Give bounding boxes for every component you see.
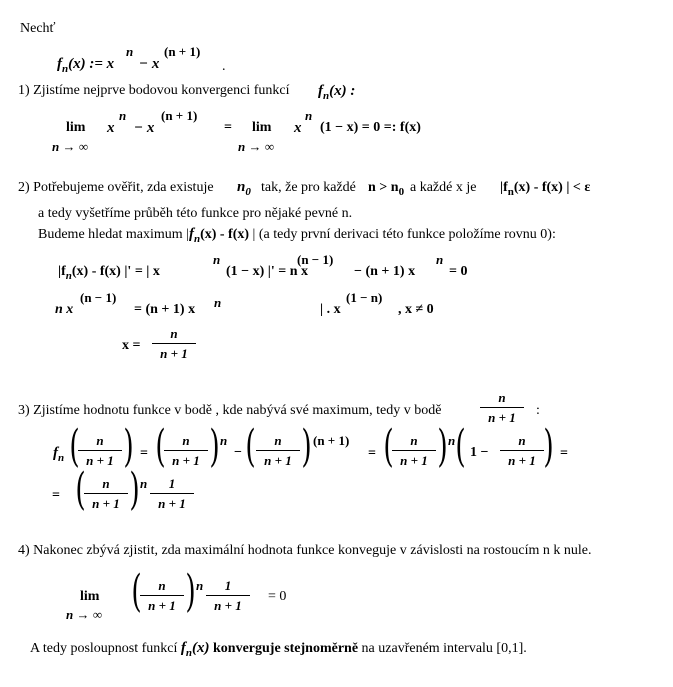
s3-fn: $f_n$	[53, 445, 65, 464]
s1-text: 1) Zjistíme nejprve bodovou konvergenci funkcí	[18, 83, 290, 98]
s1-expr-b-pow: (n + 1)	[161, 108, 198, 123]
definition-formula: $f_n(x)$ := x	[57, 56, 115, 75]
s2-eq2-pow1: (n − 1)	[80, 290, 117, 305]
s2-eq2-b: = (n + 1) x	[134, 302, 196, 317]
s1-expr-c: x	[294, 120, 302, 136]
s3-paren-open-4: (	[383, 421, 394, 472]
s1-lim2: lim	[252, 120, 272, 135]
s2-eq2-a: n x	[55, 302, 74, 317]
s3-text: 3) Zjistíme hodnotu funkce v bodě , kde nabývá své maximum, tedy v bodě	[18, 403, 442, 418]
s3-paren-close-3: )	[301, 421, 312, 472]
s2-deriv-pow3: n	[436, 252, 444, 267]
def-dot: .	[222, 59, 226, 74]
def-power-n: n	[126, 44, 134, 59]
s2-cond: $n > n_0$	[368, 180, 405, 198]
s4-frac-2: 1 n + 1	[206, 578, 250, 613]
s3-pow-n-3: n	[140, 476, 148, 491]
s2-eq2-d: , x ≠ 0	[398, 302, 434, 317]
s3-paren-open-6: (	[75, 464, 86, 515]
s1-expr-b: − x	[134, 120, 155, 136]
s1-lim: lim	[66, 120, 86, 135]
s4-eq: = 0	[268, 589, 287, 604]
s2-line1-c: a každé x je	[410, 180, 477, 195]
s4-frac-1: n n + 1	[140, 578, 184, 613]
def-power-n1: (n + 1)	[164, 44, 201, 59]
s3-pow-n1: (n + 1)	[313, 433, 350, 448]
s1-eq: =	[224, 120, 232, 135]
s2-deriv-e: = 0	[449, 264, 468, 279]
s3-pow-n-2: n	[448, 433, 456, 448]
s3-frac-2: n n + 1	[164, 433, 208, 468]
s4-pow: n	[196, 578, 204, 593]
s2-n0: $n_0$	[237, 179, 251, 198]
s3-paren-close-5: )	[543, 421, 554, 472]
s2-deriv-d: − (n + 1) x	[354, 264, 416, 279]
s3-paren-open-1: (	[69, 421, 80, 472]
s3-one-minus: 1 −	[470, 445, 489, 460]
s1-expr-a-pow: n	[119, 108, 127, 123]
s4-paren-open: (	[131, 566, 142, 617]
s2-line1-a: 2) Potřebujeme ověřit, zda existuje	[18, 180, 214, 195]
s3-paren-open-2: (	[155, 421, 166, 472]
s1-expr-c-pow: n	[305, 108, 313, 123]
s1-lim-under: n → ∞	[52, 139, 88, 154]
s4-lim: lim	[80, 589, 100, 604]
s3-minus: −	[234, 445, 242, 460]
s4-lim-under: n → ∞	[66, 607, 102, 622]
s4-paren-close: )	[185, 566, 196, 617]
s3-paren-open-5: (	[455, 421, 466, 472]
s2-line1-b: tak, že pro každé	[261, 180, 356, 195]
def-minus-x: − x	[139, 56, 160, 72]
s2-deriv-pow2: (n − 1)	[297, 252, 334, 267]
s3-paren-close-1: )	[123, 421, 134, 472]
s1-expr-a: x	[107, 120, 115, 136]
s2-deriv-a: $|f_n(x) - f(x)$ |' = | x	[58, 264, 160, 282]
s3-frac-1: n n + 1	[78, 433, 122, 468]
s3-eq-4: =	[52, 488, 60, 503]
s3-pow-n-1: n	[220, 433, 228, 448]
s3-point-fraction: n n + 1	[480, 390, 524, 425]
s3-paren-close-2: )	[209, 421, 220, 472]
s2-deriv-pow1: n	[213, 252, 221, 267]
s2-abs: $|f_n(x) - f(x)$ | < ε	[500, 180, 591, 198]
s3-paren-close-6: )	[129, 464, 140, 515]
s2-eq2-pow2: n	[214, 295, 222, 310]
s4-text: 4) Nakonec zbývá zjistit, zda maximální hodnota funkce konveguje v závislosti na rostoucím n k nule.	[18, 543, 592, 558]
s2-line3: Budeme hledat maximum $|f_n(x) - f(x)$ | (a tedy první derivaci této funkce položíme rovnu 0):	[38, 226, 556, 245]
s3-frac-7: 1 n + 1	[150, 476, 194, 511]
s3-paren-open-3: (	[245, 421, 256, 472]
s2-eq2-pow3: (1 − n)	[346, 290, 383, 305]
s3-paren-close-4: )	[437, 421, 448, 472]
s2-sol-x: x =	[122, 338, 141, 353]
s2-eq2-c: | . x	[320, 302, 341, 317]
s3-eq-3: =	[560, 446, 568, 461]
s1-expr-c-rest: (1 − x) = 0 =: f(x)	[320, 120, 421, 135]
s2-line2: a tedy vyšetříme průběh této funkce pro nějaké pevné n.	[38, 206, 353, 221]
s3-frac-3: n n + 1	[256, 433, 300, 468]
conclusion: A tedy posloupnost funkcí $f_n(x)$ konverguje stejnoměrně na uzavřeném intervalu [0,1].	[30, 640, 527, 659]
s3-frac-4: n n + 1	[392, 433, 436, 468]
s1-lim2-under: n → ∞	[238, 139, 274, 154]
s3-colon: :	[536, 403, 540, 418]
s2-sol-fraction: n n + 1	[152, 326, 196, 361]
s3-eq-2: =	[368, 446, 376, 461]
s3-eq-1: =	[140, 446, 148, 461]
s1-fn: $f_n(x)$ :	[318, 83, 356, 102]
s2-deriv-c: (1 − x) |' = n x	[226, 264, 309, 279]
intro-text: Nechť	[20, 21, 56, 36]
s3-frac-6: n n + 1	[84, 476, 128, 511]
s3-frac-5: n n + 1	[500, 433, 544, 468]
